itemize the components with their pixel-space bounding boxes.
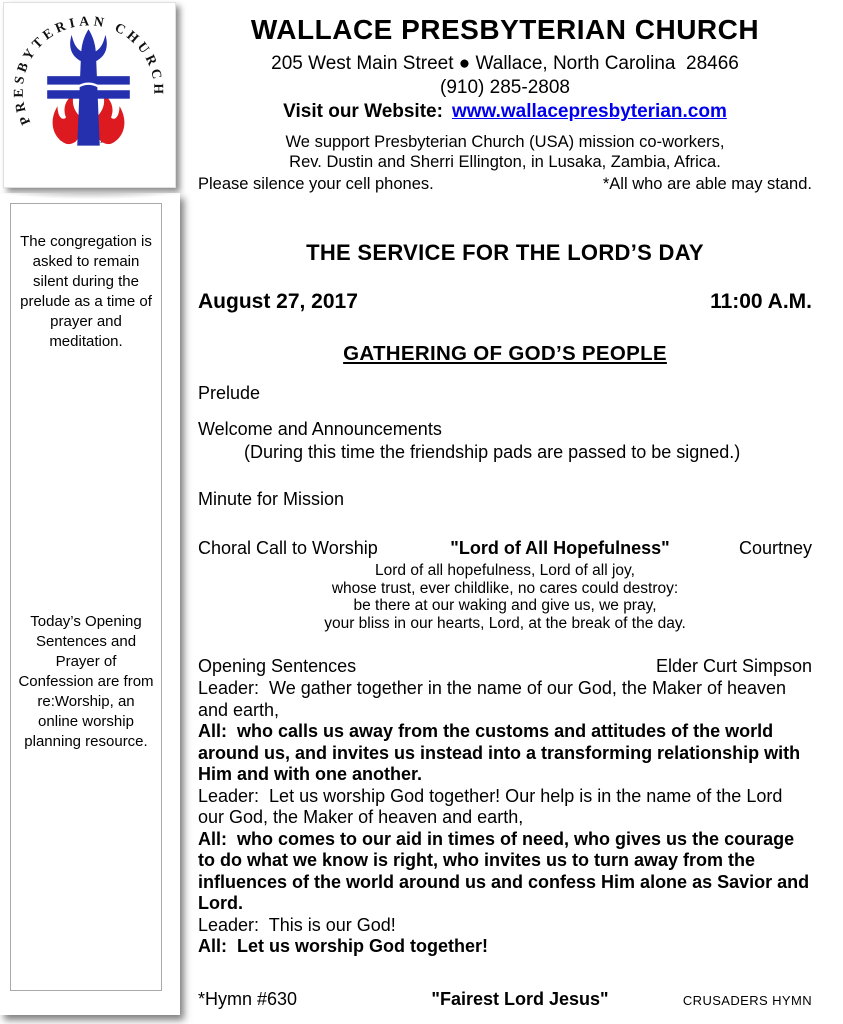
- hymn-title: "Fairest Lord Jesus": [431, 988, 609, 1009]
- hymn-tune-name: CRUSADERS HYMN: [682, 992, 812, 1008]
- dialogue-line-all: All: who calls us away from the customs and attitudes of the world around us, and invites us instead into a transforming relationship with Him and with one another.: [198, 721, 806, 784]
- dialogue-line-all: All: who comes to our aid in times of need, who gives us the courage to do what we know is right, who invites us to turn away from the influences of the world around us and confess Him alone as Savior and Lord.: [198, 828, 815, 913]
- hymn-row: [198, 989, 812, 1010]
- dialogue-line-leader: Leader: Let us worship God together! Our help is in the name of the Lord our God, the Maker of heaven and earth,: [198, 785, 788, 827]
- dialogue-line-all: All: Let us worship God together!: [198, 936, 488, 956]
- pcusa-seal-icon: [4, 3, 173, 185]
- choral-lyrics: [198, 562, 812, 632]
- church-address: 205 West Main Street ● Wallace, North Carolina 28466: [271, 53, 739, 74]
- sidebar-notes-card: [0, 193, 180, 1015]
- section-heading-gathering: GATHERING OF GOD’S PEOPLE: [343, 342, 667, 365]
- opening-sentences-row: [198, 656, 812, 677]
- etiquette-row: [198, 175, 812, 194]
- responsive-reading: [198, 678, 815, 958]
- order-item-prelude: Prelude: [198, 383, 261, 403]
- opening-leader-name: Elder Curt Simpson: [655, 656, 812, 676]
- lyric-line: Lord of all hopefulness, Lord of all joy,: [375, 562, 635, 579]
- church-name-heading: WALLACE PRESBYTERIAN CHURCH: [250, 14, 760, 45]
- choral-call-label: Choral Call to Worship: [198, 538, 378, 558]
- bulletin-body: [198, 0, 815, 1010]
- church-phone: (910) 285-2808: [440, 77, 570, 98]
- church-logo-card: [3, 2, 176, 188]
- hymn-number-label: *Hymn #630: [198, 988, 298, 1009]
- service-time: 11:00 A.M.: [710, 290, 812, 313]
- all-stand-note: *All who are able may stand.: [602, 175, 812, 193]
- sidebar-note-prelude-silence: The congregation is asked to remain silent during the prelude as a time of prayer and meditation.: [20, 233, 152, 350]
- sidebar-note-reworship-credit: Today’s Opening Sentences and Prayer of Confession are from re:Worship, an online worship planning resource.: [18, 613, 154, 750]
- opening-sentences-label: Opening Sentences: [198, 656, 357, 676]
- choral-call-row: [198, 538, 812, 559]
- seal-arc-text: PRESBYTERIAN CHURCH: [10, 13, 167, 128]
- website-link[interactable]: www.wallacepresbyterian.com: [451, 101, 727, 122]
- dialogue-line-leader: Leader: This is our God!: [198, 914, 396, 935]
- lyric-line: whose trust, ever childlike, no cares could destroy:: [331, 579, 679, 597]
- sidebar-note-box: [10, 203, 162, 991]
- lyric-line: be there at our waking and give us, we pray,: [353, 597, 657, 614]
- choral-anthem-title: "Lord of All Hopefulness": [450, 538, 670, 558]
- choral-composer: Courtney: [738, 538, 812, 558]
- friendship-pads-note: (During this time the friendship pads are passed to be signed.): [244, 442, 741, 462]
- service-title: THE SERVICE FOR THE LORD’S DAY: [306, 240, 704, 265]
- mission-coworkers-line1: We support Presbyterian Church (USA) mission co-workers,: [285, 133, 725, 151]
- dialogue-line-leader: Leader: We gather together in the name of our God, the Maker of heaven and earth,: [198, 678, 792, 720]
- lyric-line: your bliss in our hearts, Lord, at the break of the day.: [324, 614, 686, 632]
- date-time-row: [198, 290, 812, 314]
- order-item-minute-for-mission: Minute for Mission: [198, 489, 345, 509]
- silence-phones-note: Please silence your cell phones.: [198, 175, 434, 193]
- website-line: [198, 101, 812, 123]
- website-label: Visit our Website:: [283, 101, 443, 122]
- service-date: August 27, 2017: [198, 290, 358, 313]
- mission-coworkers-line2: Rev. Dustin and Sherri Ellington, in Lusaka, Zambia, Africa.: [289, 153, 721, 171]
- order-item-welcome: Welcome and Announcements: [198, 419, 442, 439]
